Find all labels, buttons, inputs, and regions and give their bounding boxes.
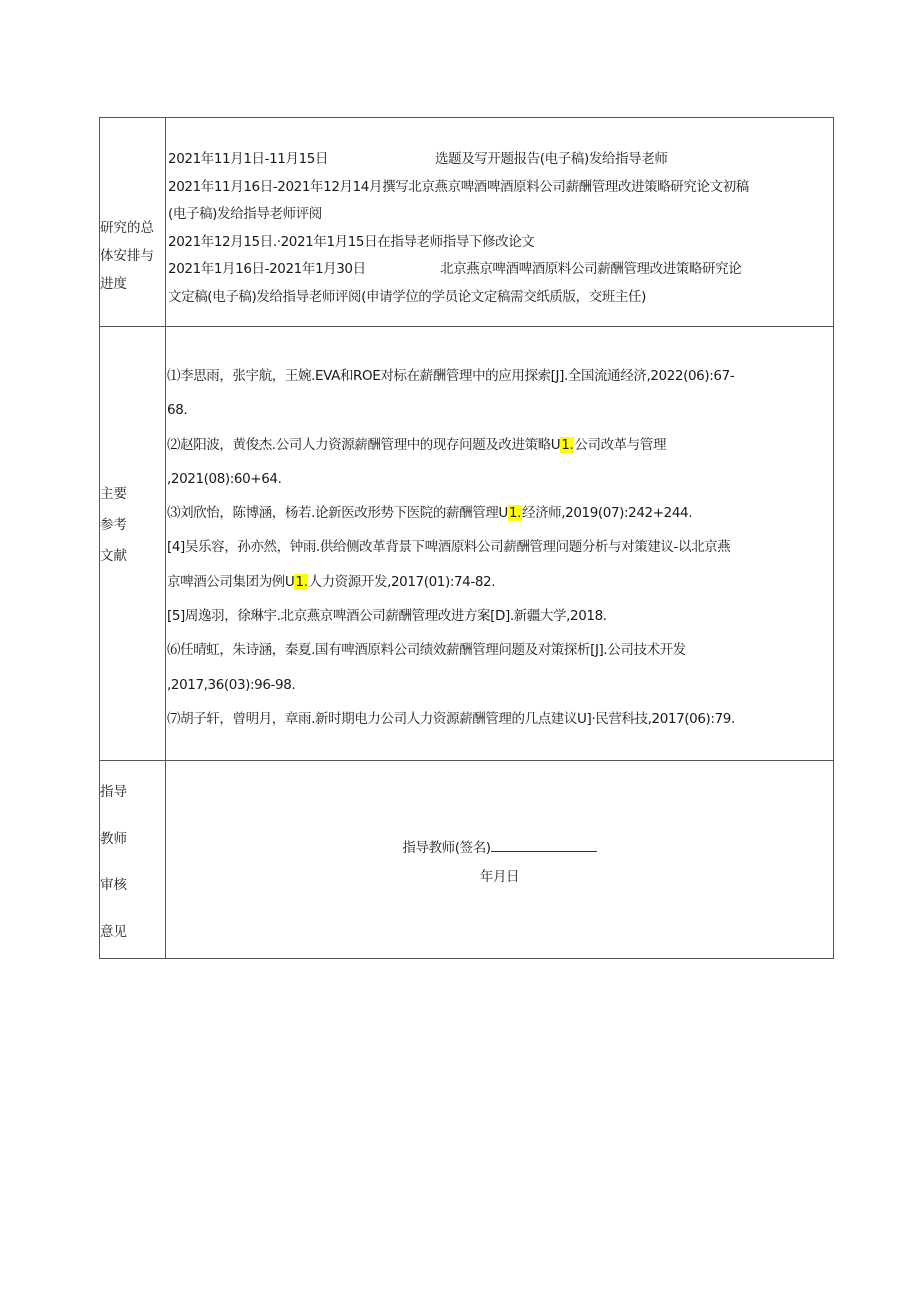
reference-text: 经济师,2019(07):242+244. (521, 505, 693, 522)
review-label-line: 指导 (100, 784, 127, 800)
schedule-line (168, 146, 833, 174)
review-content (166, 761, 834, 959)
schedule-line: 2021年11月16日-2021年12月14月撰写北京燕京啤酒啤酒原料公司薪酬管理改进策略研究论文初稿 (168, 178, 749, 195)
review-row (100, 761, 834, 959)
schedule-date: 2021年11月1日-11月15日 (168, 151, 329, 167)
schedule-line (168, 256, 833, 284)
schedule-row (100, 118, 834, 327)
reference-text: ⑵赵阳波，黄俊杰.公司人力资源薪酬管理中的现存问题及改进策略U (167, 436, 561, 453)
signature-line[interactable] (491, 837, 597, 852)
review-label-line: 意见 (100, 923, 127, 940)
schedule-label-line: 研究的总 (100, 220, 154, 236)
signature-row (166, 834, 833, 863)
highlight-mark: 1. (508, 505, 521, 522)
schedule-label-line: 进度 (100, 276, 127, 292)
schedule-line: 文定稿(电子稿)发给指导老师评阅(申请学位的学员论文定稿需交纸质版，交班主任) (168, 288, 646, 305)
reference-line (167, 359, 833, 393)
reference-line (167, 668, 833, 702)
highlight-mark: 1. (561, 436, 574, 453)
schedule-label-line: 体安排与 (100, 248, 154, 264)
reference-text: ,2017,36(03):96-98. (167, 676, 296, 693)
reference-text: 68. (167, 402, 188, 419)
highlight-mark: 1. (295, 573, 308, 590)
date-label: 年月日 (479, 869, 520, 885)
reference-text: ,2021(08):60+64. (167, 470, 282, 487)
reference-line (167, 462, 833, 496)
schedule-line: (电子稿)发给指导老师评阅 (168, 206, 322, 222)
reference-line (167, 565, 833, 599)
reference-text: ⑴李思雨，张宇航，王婉.EVA和ROE对标在薪酬管理中的应用探索[J].全国流通经济,2022(06):67- (167, 368, 735, 384)
reference-text: 京啤酒公司集团为例U (167, 573, 295, 590)
reference-text: 公司改革与管理 (574, 436, 667, 453)
reference-text: ⑶刘欣怡，陈博涵，杨若.论新医改形势下医院的薪酬管理U (167, 505, 508, 522)
references-label-cell (100, 327, 166, 761)
reference-text: ⑹任晴虹，朱诗涵，秦夏.国有啤酒原料公司绩效薪酬管理问题及对策探析[J].公司技术开发 (167, 642, 686, 659)
proposal-table (99, 117, 834, 959)
schedule-date: 2021年1月16日-2021年1月30日 (168, 261, 366, 277)
reference-line (167, 393, 833, 427)
reference-text: [4]吴乐容，孙亦然，钟雨.供给侧改革背景下啤酒原料公司薪酬管理问题分析与对策建议-以北京燕 (167, 539, 731, 556)
schedule-task: 北京燕京啤酒啤酒原料公司薪酬管理改进策略研究论 (440, 261, 742, 277)
reference-line (167, 599, 833, 633)
reference-line (167, 428, 833, 462)
reference-text: 人力资源开发,2017(01):74-82. (308, 573, 496, 590)
references-label-line: 文献 (100, 548, 127, 564)
schedule-content (166, 118, 834, 327)
reference-line (167, 530, 833, 564)
schedule-line: 2021年12月15日.·2021年1月15日在指导老师指导下修改论文 (168, 233, 535, 250)
reference-text: ⑺胡子轩，曾明月，章雨.新时期电力公司人力资源薪酬管理的几点建议U]·民营科技,2017(06):79. (167, 710, 735, 727)
reference-line (167, 496, 833, 530)
review-label-line: 教师 (100, 830, 127, 847)
schedule-task: 选题及写开题报告(电子稿)发给指导老师 (435, 151, 668, 167)
references-row (100, 327, 834, 761)
reference-line (167, 633, 833, 667)
reference-text: [5]周逸羽，徐琳宇.北京燕京啤酒公司薪酬管理改进方案[D].新疆大学,2018. (167, 608, 607, 625)
signature-label: 指导教师(签名) (402, 840, 491, 856)
references-label-line: 主要 (100, 486, 127, 502)
review-label-line: 审核 (100, 877, 127, 893)
references-content (166, 327, 834, 761)
review-label-cell (100, 761, 166, 959)
references-label-line: 参考 (100, 517, 127, 533)
schedule-label-cell (100, 118, 166, 327)
reference-line (167, 702, 833, 736)
